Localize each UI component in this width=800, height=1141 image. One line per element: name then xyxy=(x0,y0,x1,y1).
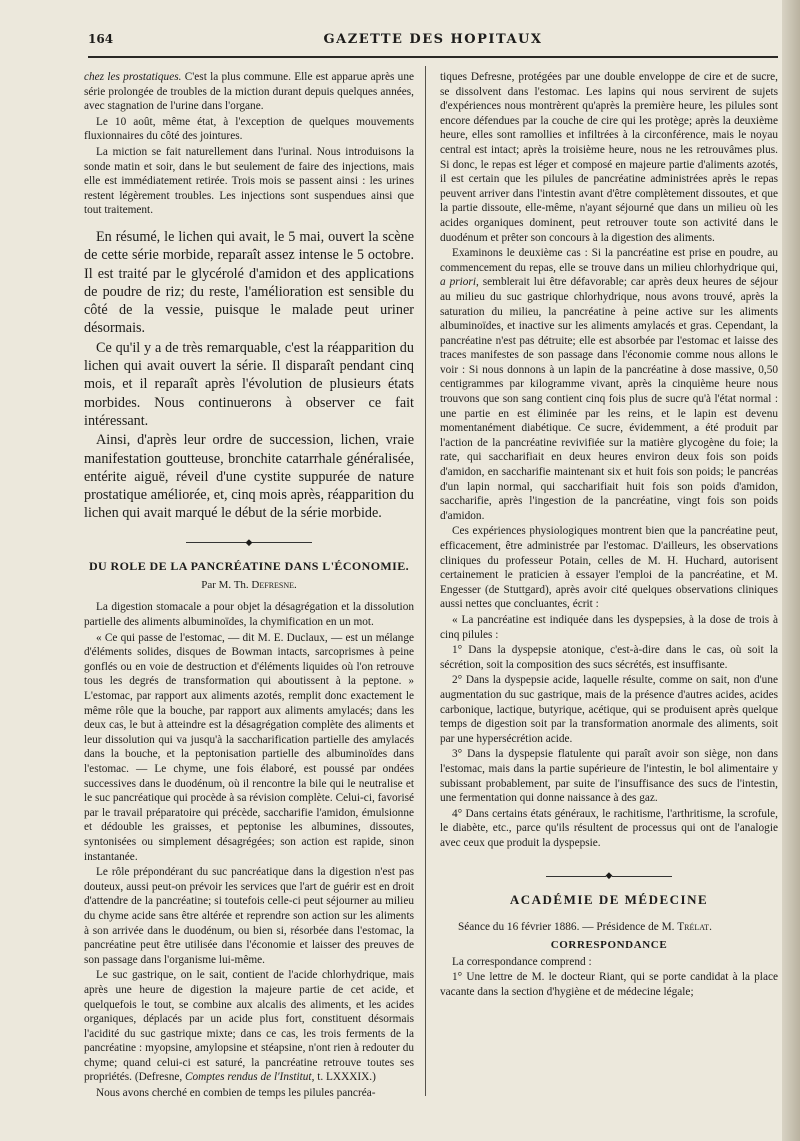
subsection-title: CORRESPONDANCE xyxy=(550,939,668,952)
paragraph: tiques Defresne, protégées par une double enveloppe de cire et de sucre, se dissolvent dans l'estomac. Les lapins qui nous servirent de sujets d'expériences nous montrèrent qu'après la première heure, les pilules sont encore défendues par la couche de cire qui les protège; après la deuxième heure, elles sont ramollies et infiltrées à la circonférence, mais le noyau central est intact; après la troisième heure, nous ne les retrouvâmes plus. Si donc, le repas est léger et composé en majeure partie d'aliments azotés, il est certain que les pilules de pancréatine administrées après le repas peuvent arriver dans l'intestin avant d'être complètement dissoutes, et que la partie dissoute, elle-même, n'ayant séjourné que dans un milieu où les acides organiques dominent, peut retrouver toute son activité dans le duodénum et prêter son concours à la digestion des aliments. xyxy=(440,71,778,244)
list-item: 3° Dans la dyspepsie flatulente qui paraît avoir son siège, non dans l'estomac, mais dans la partie supérieure de l'intestin, le bol alimentaire y subissant probablement, par suite de l'insuffisance des sucs de l'intestin, une fermentation qui donne naissance à des gaz. xyxy=(440,748,778,805)
paragraph: Examinons le deuxième cas : Si la pancréatine est prise en poudre, au commencement du repas, elle se trouve dans un milieu chlorhydrique qui, a priori, semblerait lui être défavorable; car après deux heures de séjour au milieu du suc gastrique chlorhydrique, nous avons trouvé, après la saturation du milieu, la pancréatine à peine active sur les aliments albuminoïdes, et inactive sur les aliments amylacés et gras. Cependant, la pancréatine n'est pas détruite; elle est absorbée par l'estomac et laisse des traces manifestes de son passage dans l'économie comme nous allons le voir : Si nous donnons à un lapin de la pancréatine à dose massive, 0,50 centigrammes par kilogramme vivant, après la cinquième heure nous trouvons que son sang contient cinq fois plus de sucre qu'à l'état normal : une partie en est éliminée par les reins, et le lapin est devenu momentanément diabétique. Ce sucre, évidemment, a été produit par l'action de la pancréatine revivifiée sur la matière glycogène du foie; la rate, qui saccharifiait en deux heures environ deux fois son poids d'amidon, en saccharifie maintenant six et huit fois son poids; le pancréas d'un lapin normal, qui saccharifiait huit fois son poids d'amidon, saccharifie, après l'ingestion de la pancréatine, vingt fois son poids d'amidon. xyxy=(440,247,778,522)
left-column xyxy=(84,70,414,1102)
list-item: 2° Dans la dyspepsie acide, laquelle résulte, comme on sait, non d'une augmentation du suc gastrique, mais de la présence d'autres acides, acides carbonique, lactique, butyrique, acétique, qui se produisent après quelque temps de digestion soit par la transformation anormale des aliments, soit par une hypersécrétion acide. xyxy=(440,674,778,745)
paragraph: Le 10 août, même état, à l'exception de quelques mouvements fluxionnaires du côté des jointures. xyxy=(84,115,414,143)
right-column xyxy=(440,70,778,1001)
paragraph: chez les prostatiques. C'est la plus commune. Elle est apparue après une série prolongée de troubles de la miction durant depuis quelques années, avec stagnation de l'urine dans l'organe. xyxy=(84,71,414,113)
page-header xyxy=(88,30,778,54)
paragraph: La correspondance comprend : xyxy=(452,955,592,968)
journal-title: GAZETTE DES HOPITAUX xyxy=(323,32,543,47)
summary-block xyxy=(84,228,414,523)
list-item: 1° Une lettre de M. le docteur Riant, qui se porte candidat à la place vacante dans la section d'hygiène et de médecine légale; xyxy=(440,971,778,999)
emphasis: chez les prostatiques. xyxy=(84,71,182,83)
paragraph: Le rôle prépondérant du suc pancréatique dans la digestion n'est pas douteux, aussi peut-on prévoir les services que l'art de guérir est en droit d'attendre de la pancréatine; si toutefois celle-ci peut séjourner au milieu du chyme acide sans être altérée et reprendre son action sur les aliments à son arrivée dans le duodénum, ou bien si, résorbée dans l'estomac, la pancréatine peut être utilisée dans l'économie et laisser des preuves de son passage dans l'organisme lui-même. xyxy=(84,866,414,966)
paragraph: En résumé, le lichen qui avait, le 5 mai, ouvert la scène de cette série morbide, reparaît assez intense le 5 octobre. Il est traité par le glycérolé d'amidon et des applications de poudre de riz; du reste, l'amélioration est sensible du côté de la vessie, puisque le malade peut uriner désormais. xyxy=(84,228,414,337)
paragraph: Le suc gastrique, on le sait, contient de l'acide chlorhydrique, mais après une heure de digestion la majeure partie de cet acide, et quelquefois le tout, se combine aux alcalis des aliments, et les acides organiques, déplacés par un acide plus fort, constituent désormais l'acidité du suc gastrique mixte; dans ce cas, les trois ferments de la pancréatine : myopsine, amylopsine et stéapsine, n'ont rien à redouter du chyme; quand celui-ci est saturé, la pancréatine retrouve toutes ses propriétés. (Defresne, Comptes rendus de l'Institut, t. LXXXIX.) xyxy=(84,969,414,1084)
page-number: 164 xyxy=(88,32,114,46)
section-ornament: ◆ xyxy=(440,868,778,883)
citation: Comptes rendus de l'Institut xyxy=(185,1071,312,1084)
paragraph: « Ce qui passe de l'estomac, — dit M. E. Duclaux, — est un mélange d'éléments solides, disques de Bowman intacts, sarcoprismes à peine gonflés ou en voie de destruction et d'éléments liquides où l'on retrouve tous les degrés de transformation qui aboutissent à la peptone. » L'estomac, par rapport aux aliments azotés, remplit donc exactement le même rôle que la bouche, par rapport aux aliments amylacés; dans les deux cas, le but à atteindre est la désagrégation complète des aliments et leur dissolution qui va jusqu'à la saccharification partielle des amylacés dans la bouche, et la peptonisation partielle des albuminoïdes dans l'estomac. — Le chyme, une fois élaboré, est poussé par ondées successives dans le duodénum, où il rencontre la bile qui le neutralise et le suc pancréatique qui procède à sa révision complète. Celui-ci, favorisé par le travail préparatoire qui précède, saccharifie l'amidon, émulsionne et dédouble les graisses, et peptonise les albumines, dissoutes, syntonisées ou simplement désagrégées; son action est rapide, sinon instantanée. xyxy=(84,631,414,863)
column-separator xyxy=(425,66,426,1096)
header-rule xyxy=(88,56,778,58)
emphasis: a priori xyxy=(440,276,476,289)
article-byline: Par M. Th. Defresne. xyxy=(201,578,297,591)
section-ornament: ◆ xyxy=(84,535,414,550)
paragraph: « La pancréatine est indiquée dans les dyspepsies, à la dose de trois à cinq pilules : xyxy=(440,613,778,641)
paragraph: La digestion stomacale a pour objet la désagrégation et la dissolution partielle des aliments albuminoïdes, la chymification en un mot. xyxy=(84,601,414,629)
paragraph: Ce qu'il y a de très remarquable, c'est la réapparition du lichen qui avait ouvert la série. Il disparaît pendant cinq mois, et il reparaît après l'évolution de plusieurs états morbides. Nous continuerons à observer ce fait intéressant. xyxy=(84,339,414,429)
president-name: Trélat. xyxy=(677,920,712,933)
list-item: 4° Dans certains états généraux, le rachitisme, l'arthritisme, la scrofule, le diabète, etc., parce qu'ils résultent de processus qui ont de l'analogie avec ceux que produit la dyspepsie. xyxy=(440,807,778,849)
paragraph: Ainsi, d'après leur ordre de succession, lichen, vraie manifestation goutteuse, bronchite catarrhale généralisée, entérite aiguë, réveil d'une cystite suppurée de nature prostatique améliorée, et, cinq mois après, réapparition du lichen qui avait marqué le début de la série morbide. xyxy=(84,432,414,522)
paragraph: Ces expériences physiologiques montrent bien que la pancréatine peut, efficacement, être administrée par l'estomac. D'ailleurs, les observations cliniques du professeur Potain, celles de M. H. Huchard, autorisent certainement le praticien à essayer l'emploi de la pancréatine, et M. Engesser (de Stuttgard), après avoir cité quelques observations cliniques aussi nettes que concluantes, écrit : xyxy=(440,525,778,611)
section-title: ACADÉMIE DE MÉDECINE xyxy=(509,892,709,908)
page-edge xyxy=(782,0,800,1141)
article-title: DU ROLE DE LA PANCRÉATINE DANS L'ÉCONOMIE. xyxy=(88,559,410,574)
list-item: 1° Dans la dyspepsie atonique, c'est-à-dire dans le cas, où soit la sécrétion, soit la composition des sucs sécrétés, est insuffisante. xyxy=(440,644,778,671)
author-name: Defresne. xyxy=(251,578,297,591)
paragraph: Nous avons cherché en combien de temps les pilules pancréa- xyxy=(96,1087,376,1100)
paragraph: La miction se fait naturellement dans l'urinal. Nous introduisons la sonde matin et soir, dans le but seulement de faire des injections, mais elle est immédiatement retirée. Trois mois se passent ainsi : les urines restent légèrement troubles. Les injections sont suspendues ainsi que tout traitement. xyxy=(84,145,414,217)
session-line: Séance du 16 février 1886. — Présidence de M. Trélat. xyxy=(458,920,712,933)
